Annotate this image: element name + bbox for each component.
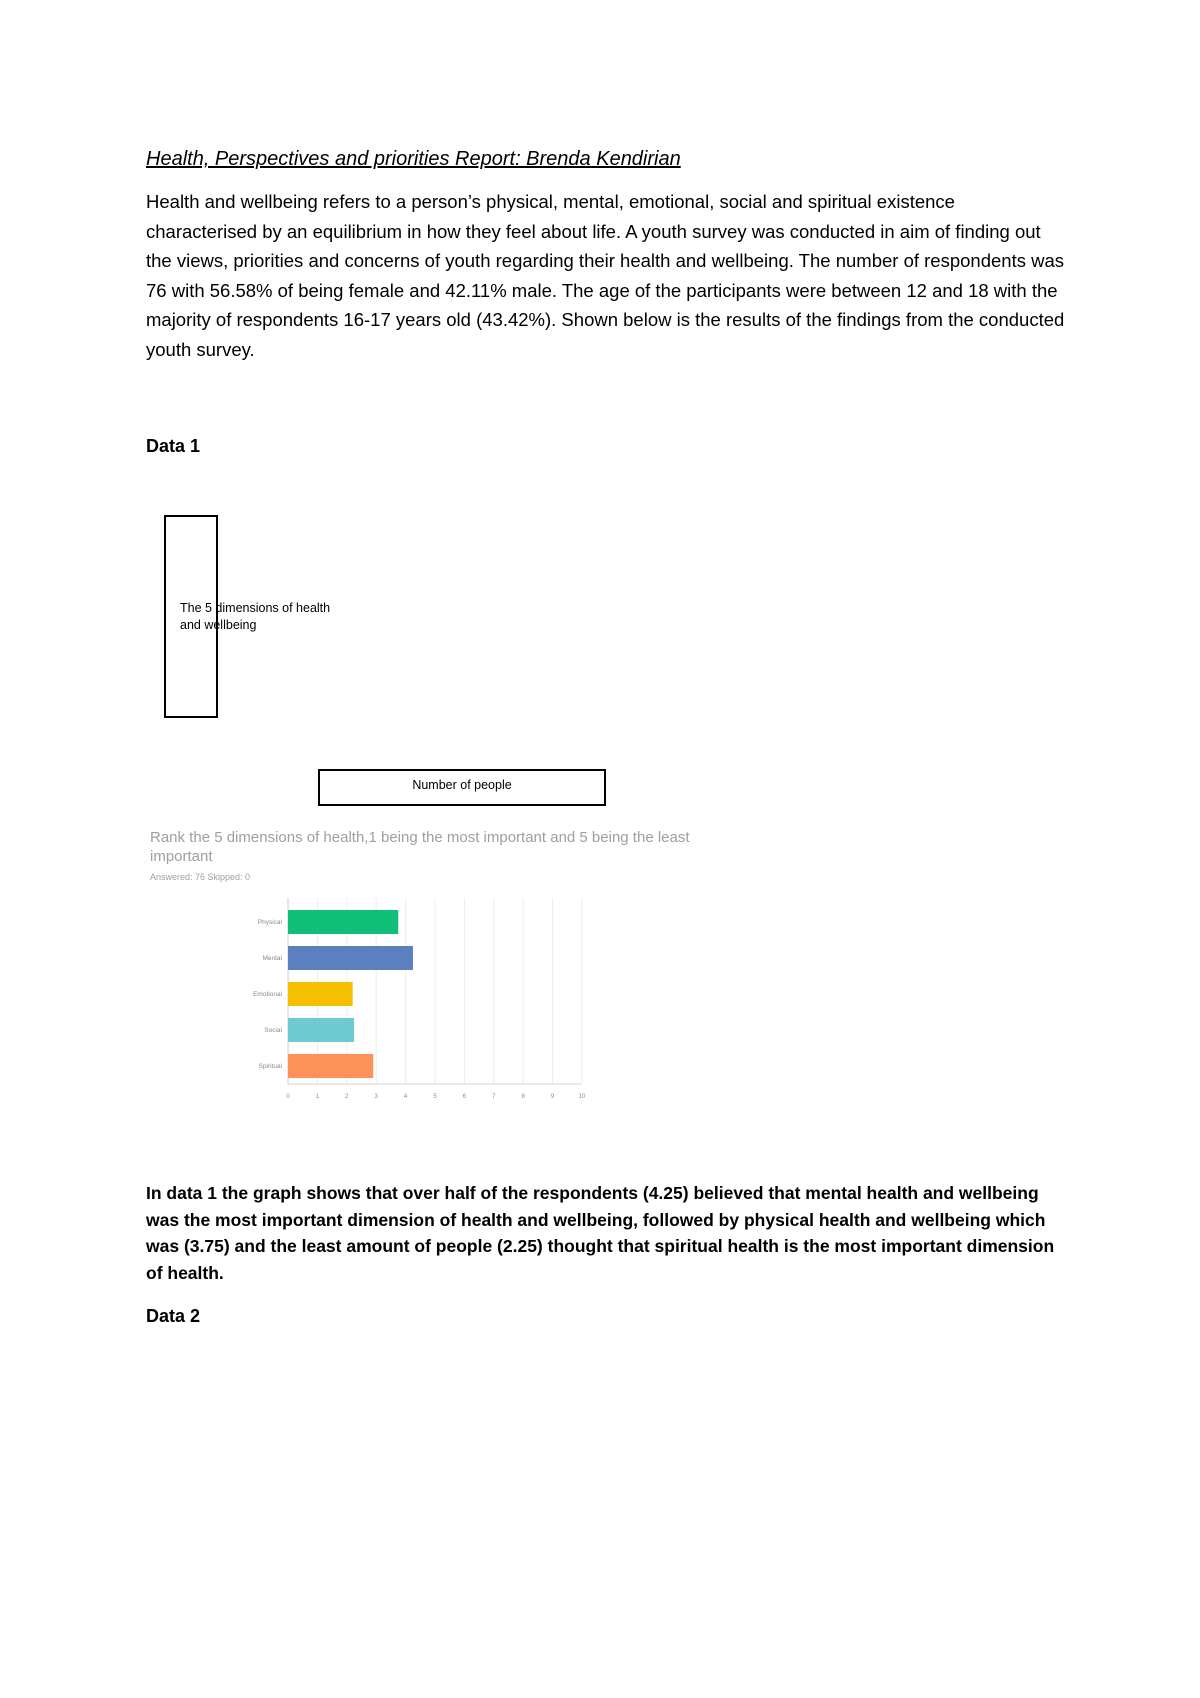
x-tick-label: 6	[462, 1094, 467, 1100]
data1-heading: Data 1	[146, 436, 201, 456]
x-tick-label: 9	[550, 1094, 555, 1100]
bar-social	[288, 1018, 354, 1042]
bar-spiritual	[288, 1054, 373, 1078]
x-tick-label: 0	[286, 1094, 290, 1100]
bar-physical	[288, 910, 398, 934]
x-axis-label-text: Number of people	[412, 778, 512, 792]
chart-title: Rank the 5 dimensions of health,1 being the most important and 5 being the least important	[150, 829, 690, 865]
x-tick-label: 5	[433, 1094, 437, 1100]
document-body	[146, 148, 1066, 364]
x-tick-label: 3	[374, 1094, 378, 1100]
category-label: Spiritual	[258, 1063, 282, 1070]
bar-emotional	[288, 982, 353, 1006]
intro-paragraph: Health and wellbeing refers to a person’s physical, mental, emotional, social and spiritual existence characterised by an equilibrium in how they feel about life. A youth survey was conducted in aim of finding out the views, priorities and concerns of youth regarding their health and wellbeing. The number of respondents was 76 with 56.58% of being female and 42.11% male. The age of the participants were between 12 and 18 with the majority of respondents 16-17 years old (43.42%). Shown below is the results of the findings from the conducted youth survey.	[146, 191, 1065, 360]
x-tick-label: 7	[492, 1094, 496, 1100]
x-tick-label: 8	[521, 1094, 525, 1100]
x-tick-label: 2	[345, 1094, 349, 1100]
survey-chart	[146, 828, 706, 1118]
x-tick-label: 10	[578, 1094, 586, 1100]
x-tick-label: 4	[403, 1094, 408, 1100]
category-label: Physical	[257, 919, 282, 926]
bar-chart-svg	[146, 828, 706, 1118]
data1-analysis: In data 1 the graph shows that over half of the respondents (4.25) believed that mental health and wellbeing was the most important dimension of health and wellbeing, followed by physical health and wellbeing which was (3.75) and the least amount of people (2.25) thought that spiritual health is the most important dimension of health.	[146, 1183, 1055, 1283]
category-label: Mental	[262, 955, 282, 962]
report-title: Health, Perspectives and priorities Report: Brenda Kendirian	[146, 148, 681, 170]
y-axis-label-text: The 5 dimensions of health and wellbeing	[180, 601, 331, 632]
chart-subtitle: Answered: 76 Skipped: 0	[150, 872, 251, 882]
category-label: Emotional	[253, 991, 282, 998]
bar-mental	[288, 946, 413, 970]
x-tick-label: 1	[315, 1094, 320, 1100]
data2-heading: Data 2	[146, 1306, 201, 1326]
category-label: Social	[264, 1027, 282, 1034]
